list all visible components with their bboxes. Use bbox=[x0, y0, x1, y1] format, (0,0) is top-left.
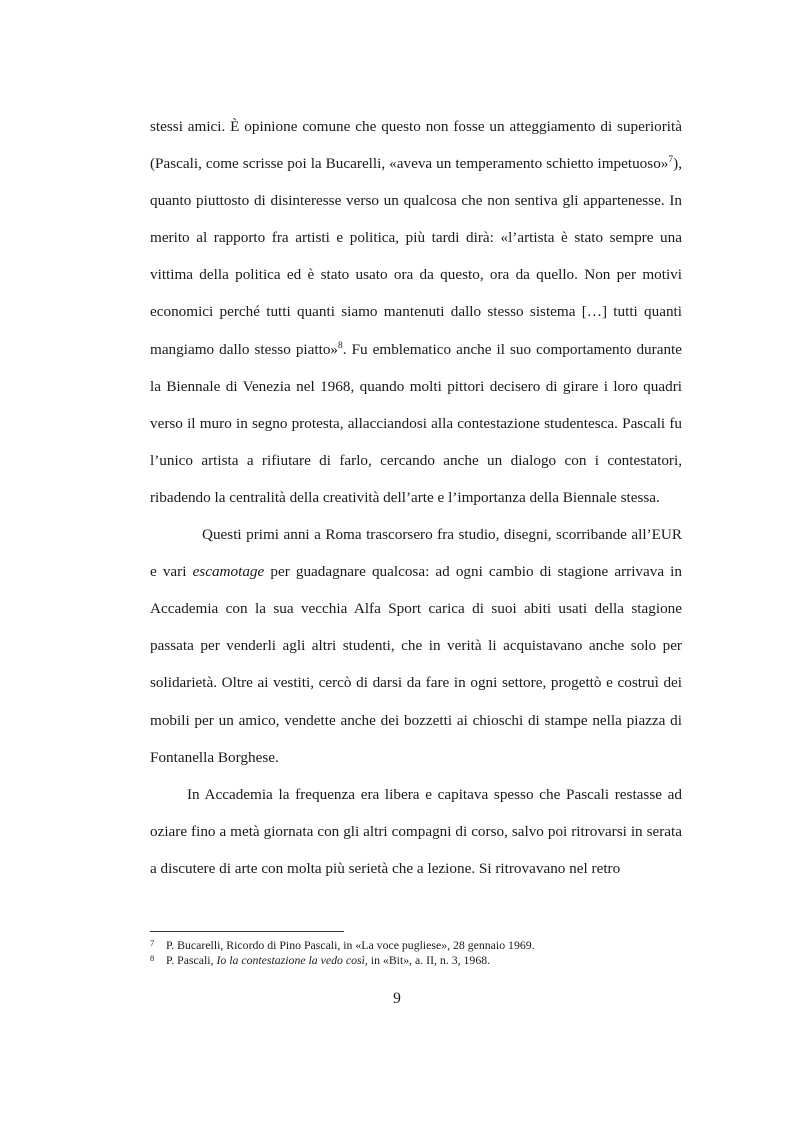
paragraph-2-text-b: per guadagnare qualcosa: ad ogni cambio di stagione arrivava in Accademia con la sua vecchia Alfa Sport carica di suoi abiti usati della stagione passata per venderli agli altri studenti, che in verità li acquistavano anche solo per solidarietà. Oltre ai vestiti, cercò di darsi da fare in ogni settore, progettò e costruì dei mobili per un amico, vendette anche dei bozzetti ai chioschi di stampe nella piazza di Fontanella Borghese. bbox=[150, 563, 683, 766]
paragraph-2-text-a: Questi primi anni a Roma trascorsero fra studio, disegni, scorribande all’EUR e vari bbox=[150, 526, 682, 581]
paragraph-1 bbox=[150, 108, 682, 516]
footnote-ref-7: 7 bbox=[668, 155, 674, 166]
page-number: 9 bbox=[393, 990, 401, 1007]
paragraph-2-italic: escamotage bbox=[192, 563, 265, 581]
paragraph-3-text: In Accademia la frequenza era libera e capitava spesso che Pascali restasse ad oziare fino a metà giornata con gli altri compagni di corso, salvo poi ritrovarsi in serata a discutere di arte con molta più serietà che a lezione. Si ritrovavano nel retro bbox=[150, 785, 682, 877]
footnote-number: 7 bbox=[150, 938, 155, 948]
footnote-text-post: in «Bit», a. II, n. 3, 1968. bbox=[367, 952, 491, 967]
paragraph-3 bbox=[150, 776, 682, 887]
paragraph-1-text-a: stessi amici. È opinione comune che questo non fosse un atteggiamento di superiorità (Pascali, come scrisse poi la Bucarelli, «aveva un temperamento schietto impetuoso» bbox=[150, 118, 682, 173]
footnote-title-italic: Io la contestazione la vedo così, bbox=[216, 952, 368, 967]
footnote-8 bbox=[150, 953, 710, 968]
paragraph-1-text-b: ), quanto piuttosto di disinteresse verso un qualcosa che non sentiva gli appartenesse. In merito al rapporto fra artisti e politica, più tardi dirà: «l’artista è stato sempre una vittima della politica ed è stato usato ora da questo, ora da quello. Non per motivi economici perché tutti quanti siamo mantenuti dallo stesso sistema […] tutti quanti mangiamo dallo stesso piatto» bbox=[150, 155, 682, 358]
footnote-7 bbox=[150, 938, 710, 953]
paragraph-2 bbox=[150, 516, 682, 776]
paragraph-1-text-c: . Fu emblematico anche il suo comportamento durante la Biennale di Venezia nel 1968, quando molti pittori decisero di girare i loro quadri verso il muro in segno protesta, allacciandosi alla contestazione studentesca. Pascali fu l’unico artista a rifiutare di farlo, cercando anche un dialogo con i contestatori, ribadendo la centralità della creatività dell’arte e l’importanza della Biennale stessa. bbox=[150, 340, 682, 506]
footnote-text-pre: P. Pascali, bbox=[166, 952, 217, 967]
footnote-number: 8 bbox=[150, 952, 155, 963]
footnotes bbox=[150, 938, 710, 967]
footnote-text: P. Bucarelli, Ricordo di Pino Pascali, in «La voce pugliese», 28 gennaio 1969. bbox=[166, 938, 535, 952]
body-text bbox=[150, 108, 682, 887]
footnote-ref-8: 8 bbox=[338, 340, 343, 351]
footnote-separator bbox=[150, 931, 344, 932]
